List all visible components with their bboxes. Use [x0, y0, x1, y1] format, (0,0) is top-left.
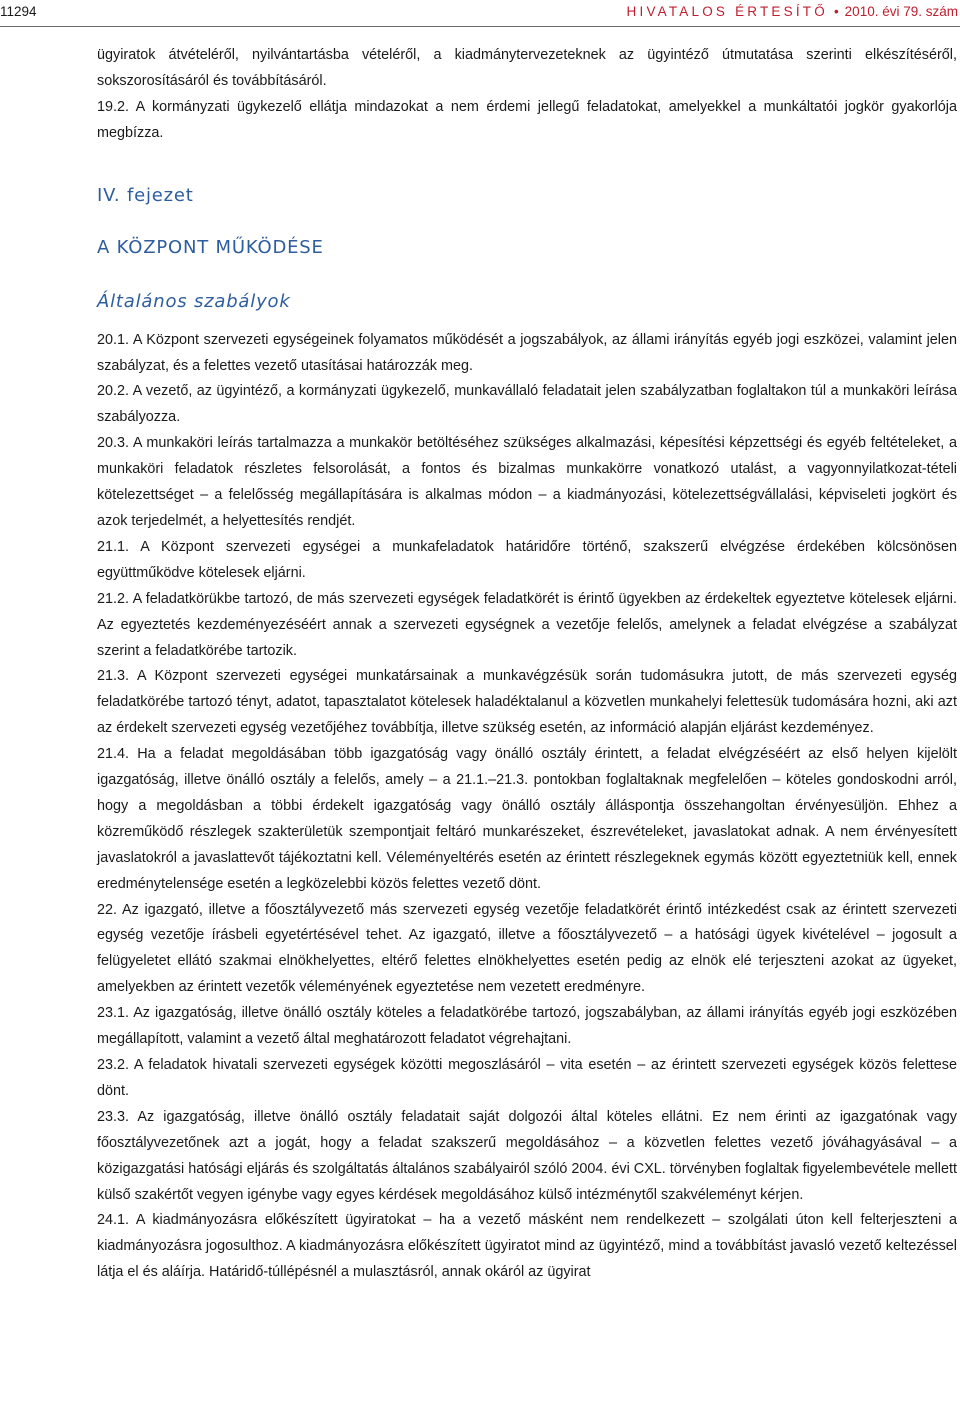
paragraph: 19.2. A kormányzati ügykezelő ellátja mindazokat a nem érdemi jellegű feladatokat, amelyekkel a munkáltatói jogkör gyakorlója megbízza. [97, 98, 957, 141]
page-number: 11294 [0, 4, 37, 19]
paragraph: 21.1. A Központ szervezeti egységei a munkafeladatok határidőre történő, szakszerű elvégzése érdekében kölcsönösen együttműködve kötelesek eljárni. [97, 538, 957, 581]
paragraph: 20.1. A Központ szervezeti egységeinek folyamatos működését a jogszabályok, az állami irányítás egyéb jogi eszközei, valamint jelen szabályzat, és a felettes vezető utasításai határozzák meg. [97, 331, 957, 374]
journal-issue: 2010. évi 79. szám [844, 4, 958, 19]
paragraph: 21.2. A feladatkörükbe tartozó, de más szervezeti egységek feladatkörét is érintő ügyekben az érdekeltek egyeztetve kötelesek eljárni. Az egyeztetés kezdeményezéséért annak a szervezeti egységnek a vezetője felelős, amelynek a feladat elvégzése a szabályzat szerint a feladatkörébe tartozik. [97, 590, 957, 659]
header-separator: • [833, 4, 839, 19]
paragraph: 23.2. A feladatok hivatali szervezeti egységek közötti megoszlásáról – vita esetén – az érintett szervezeti egységek közös felettese dönt. [97, 1057, 957, 1099]
journal-title: HIVATALOS ÉRTESÍTŐ [626, 4, 828, 19]
journal-reference [627, 1, 958, 23]
paragraph: 24.1. A kiadmányozásra előkészített ügyiratokat – ha a vezető másként nem rendelkezett – szolgálati úton kell felterjeszteni a kiadmányozásra jogosulthoz. A kiadmányozásra előkészített ügyiratot mind az ügyintéző, mind a továbbítást javasló vezető keltezéssel látja el és aláírja. Határidő-túllépésnél a mulasztásról, annak okáról az ügyirat [97, 1212, 957, 1281]
document-body [97, 43, 957, 1286]
paragraph: 21.3. A Központ szervezeti egységei munkatársainak a munkavégzésük során tudomásukra jutott, de más szervezeti egység feladatkörébe tartozó tényt, adatot, tapasztalatot kötelesek haladéktalanul a közvetlen munkahelyi felettesük tudomására hozni, aki azt az érdekelt szervezeti egység vezetőjéhez továbbítja, illetve szükség esetén, az információ alapján eljárást kezdeményez. [97, 668, 957, 737]
paragraph: ügyiratok átvételéről, nyilvántartásba vételéről, a kiadmánytervezeteknek az ügyintéző útmutatása szerinti elkészítéséről, sokszorosításáról és továbbításáról. [97, 47, 957, 89]
page-header [0, 0, 960, 27]
paragraph: 23.3. Az igazgatóság, illetve önálló osztály feladatait saját dolgozói által köteles ellátni. Ez nem érinti az igazgatónak vagy főosztályvezetőnek azt a jogát, hogy a feladat szakszerű megoldásához – a közvetlen felettes vezető jóváhagyásával – a közigazgatási hatósági eljárás és szolgáltatás általános szabályairól szóló 2004. évi CXL. törvényben foglaltak figyelembevétele mellett külső szakértőt vegyen igénybe vagy egyes kérdések megoldásához külső intézménytől szakvéleményt kérjen. [97, 1108, 957, 1203]
chapter-number: IV. fejezet [97, 184, 194, 206]
chapter-title: A KÖZPONT MŰKÖDÉSE [97, 236, 324, 258]
paragraph: 22. Az igazgató, illetve a főosztályvezető más szervezeti egység vezetője feladatkörét érintő intézkedést csak az érintett szervezeti egység vezetője írásbeli egyetértésével tehet. Az igazgató, illetve a főosztályvezető – a hatósági ügyek kivételével – jogosult a felügyeletet ellátó szakmai elnökhelyettes, eltérő felettes elnökhelyettes esetén pedig az elnök elé terjeszteni azokat az ügyeket, amelyekben az érintett vezetők véleményének egyeztetése nem vezetett eredményre. [97, 901, 957, 996]
paragraph: 20.3. A munkaköri leírás tartalmazza a munkakör betöltéséhez szükséges alkalmazási, képesítési képzettségi és egyéb feltételeket, a munkaköri feladatok részletes felsorolását, a fontos és bizalmas munkakörre vonatkozó utalást, a vagyonnyilatkozat-tételi kötelezettséget – a felelősség megállapítására is alkalmas módon – a kiadmányozási, kötelezettségvállalási, képviseleti jogkört és azok terjedelmét, a helyettesítés rendjét. [97, 435, 957, 529]
paragraph: 23.1. Az igazgatóság, illetve önálló osztály köteles a feladatkörébe tartozó, jogszabályban, az állami irányítás egyéb jogi eszközében megállapított, valamint a vezető által meghatározott feladatot végrehajtani. [97, 1005, 957, 1048]
paragraph: 21.4. Ha a feladat megoldásában több igazgatóság vagy önálló osztály érintett, a feladat elvégzéséért az első helyen kijelölt igazgatóság, illetve önálló osztály a felelős, amely – a 21.1.–21.3. pontokban foglaltaknak megfelelően – köteles gondoskodni arról, hogy a megoldásban a többi érdekelt igazgatóság vagy önálló osztály álláspontja összehangoltan érvényesüljön. Ehhez a közreműködő részlegek szakterületük szempontjait feltáró munkarészeket, észrevételeket, javaslatokat adnak. A nem érvényesített javaslatokról a javaslattevőt tájékoztatni kell. Véleményeltérés esetén az érintett részlegeknek egymás között egyeztetniük kell, ennek eredménytelensége esetén a legközelebbi közös felettes vezető dönt. [97, 746, 957, 892]
paragraph: 20.2. A vezető, az ügyintéző, a kormányzati ügykezelő, munkavállaló feladatait jelen szabályzatban foglaltakon túl a munkaköri leírása szabályozza. [97, 383, 957, 426]
section-subtitle: Általános szabályok [97, 290, 291, 312]
